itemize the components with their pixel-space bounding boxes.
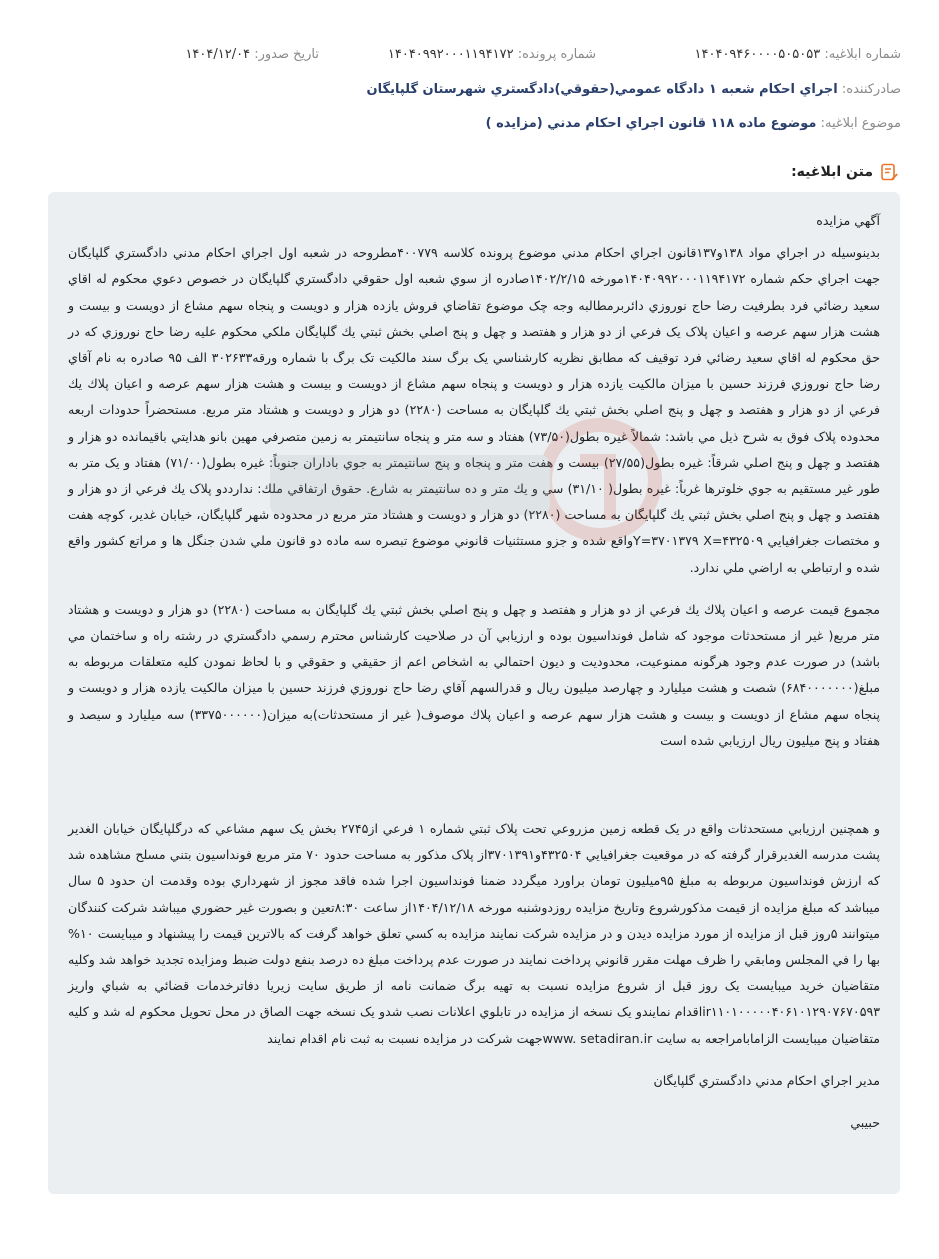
notice-paragraph-3: و همچنين ارزيابي مستحدثات واقع در يک قطعه زمين مزروعي تحت پلاک ثبتي شماره ۱ فرعي از۲۷۴۵ بخش يک سهم مشاعي که درگلپايگان خيابان الغدير پشت مدرسه الغديرقرار گرفته که در موقعيت جغرافيايي ۴۳۲۵۰۴و۳۷۰۱۳۹۱از پلاک مذکور به مساحت حدود ۷۰ متر مربع فونداسيون بتني مسلح مشاهده شد که ارزش فونداسيون مربوطه به مبلغ ۹۵ميليون تومان براورد ميگردد ضمنا فونداسيون اجرا شده فاقد مجوز از شهرداري بوده وقدمت ان حدود ۵ سال ميباشد که مبلغ مزايده از قيمت مذکورشروع وتاريخ مزايده روزدوشنبه مورخه ۱۴۰۴/۱۲/۱۸از ساعت ۸:۳۰تعين و بصورت غير حضوري ميباشد شرکت کنندگان ميتوانند ۵روز قبل از مزايده از مورد مزايده ديدن و در مزايده شرکت نمايند مزايده به کسي تعلق خواهد گرفت که بالاترين قيمت را پيشنهاد و ميبايست ۱۰% بها را في المجلس ومابقي را ظرف مهلت مقرر قانوني پرداخت نمايند در صورت عدم پرداخت مبلغ ده درصد بنفع دولت ضبط ومزايده تجديد خواهد شد وکليه متقاضيان خريد ميبايست يک روز قبل از شروع مزايده نسبت به تهيه برگ ضمانت نامه از طريق سايت زيريا دفاترخدمات قضائي به شباي واريز ir۱۱۰۱۰۰۰۰۰۴۰۶۱۰۱۲۹۰۷۶۷۰۵۹۳اقدام نمايندو يک نسخه از مزايده در تابلوي اعلانات نصب شدو يک نسخه جهت الصاق در محل تحويل محکوم له شد و کليه متقاضيان ميبايست الزامابامراجعه به سايت www. setadiran.irجهت شرکت در مزايده نسبت به ثبت نام اقدام نمايند xyxy=(68,821,881,1046)
case-number: شماره پرونده: ۱۴۰۴۰۹۹۲۰۰۰۱۱۹۴۱۷۲ xyxy=(387,47,596,62)
section-title: متن ابلاغيه: xyxy=(791,162,899,182)
issuer-name: اجراي احکام شعبه ۱ دادگاه عمومي(حقوقي)دادگستري شهرستان گلپايگان xyxy=(366,82,838,97)
signature-title: مدير اجراي احکام مدني دادگستري گلپايگان xyxy=(653,1072,880,1088)
notice-heading: آگهي مزايده xyxy=(816,213,880,228)
notice-subject: موضوع ماده ۱۱۸ قانون اجراي احکام مدني (مزايده ) xyxy=(485,116,817,131)
issuer-row: صادرکننده: اجراي احکام شعبه ۱ دادگاه عمومي(حقوقي)دادگستري شهرستان گلپايگان xyxy=(366,82,901,97)
subject-row: موضوع ابلاغيه: موضوع ماده ۱۱۸ قانون اجراي احکام مدني (مزايده ) xyxy=(485,116,901,131)
issue-date: تاريخ صدور: ۱۴۰۴/۱۲/۰۴ xyxy=(185,47,319,62)
document-edit-icon xyxy=(879,162,899,182)
signature-name: حبيبي xyxy=(850,1115,880,1131)
notice-body xyxy=(48,192,900,1194)
notice-number: شماره ابلاغيه: ۱۴۰۴۰۹۴۶۰۰۰۰۵۰۵۰۵۳ xyxy=(694,47,901,62)
notice-paragraph-1: بدينوسيله در اجراي مواد ۱۳۸و۱۳۷قانون اجراي احکام مدني موضوع پرونده کلاسه ۴۰۰۷۷۹مطروحه در شعبه اول اجراي احکام مدني دادگستري گلپايگان جهت اجراي حکم شماره ۱۴۰۴۰۹۹۲۰۰۰۱۱۹۴۱۷۲مورخه ۱۴۰۲/۲/۱۵صادره از سوي شعبه اول حقوقي دادگستري گلپايگان در خصوص دعوي محکوم له اقاي سعيد رضائي فرد بطرفيت رضا حاج نوروزي دائربرمطالبه وجه چک موضوع تقاضاي فروش يازده هزار و دويست و پنجاه سهم مشاع از دويست و بيست و هشت هزار سهم عرصه و اعيان پلاک يک فرعي از دو هزار و هفتصد و چهل و پنج اصلي بخش ثبتي يك گلپايگان ملکي محکوم عليه رضا حاج نوروزي که در حق محکوم له اقاي سعيد رضائي فرد توقيف که مطابق نظريه کارشناسي يک برگ سند مالکيت تک برگ با شماره ورقه۳۰۲۶۳۳ الف ۹۵ صادره به نام آقاي رضا حاج نوروزي فرزند حسين با ميزان مالكيت يازده هزار و دويست و پنجاه سهم مشاع از دويست و بيست و هشت هزار سهم عرصه و اعيان پلاك يك فرعي از دو هزار و هفتصد و چهل و پنج اصلي بخش ثبتي يك گلپايگان به مساحت (۲۲۸۰) دو هزار و دويست و هشتاد متر مربع. مستحضراً حدودات اربعه محدوده پلاک فوق به شرح ذيل مي باشد: شمالاً غيره بطول(۷۳/۵۰) هفتاد و سه متر و پنجاه سانتيمتر به زمين متصرفي مهين بانو هدايتي باقيمانده دو هزار و هفتصد و چهل و پنج اصلي شرقاً: غيره بطول(۲۷/۵۵) بيست و هفت متر و پنجاه و پنج سانتيمتر به جوي باداران جنوباً: غيره بطول(۷۱/۰۰) هفتاد و يک متر به طور غير مستقيم به جوي خلوترها غرباً: غيره بطول( ۳۱/۱۰) سي و يك متر و ده سانتيمتر به شارع. حقوق ارتفاقي ملك: ندارددو پلاک يك فرعي از دو هزار و هفتصد و چهل و پنج اصلي بخش ثبتي يك گلپايگان به مساحت (۲۲۸۰) دو هزار و دويست و هشتاد متر مربع در محدوده شهر گلپايگان، خيابان غدير، كوچه هفت و مختصات جغرافيايي Y=۳۷۰۱۳۷۹ X=۴۳۲۵۰۹واقع شده و جزو مستثنيات قانوني موضوع تبصره سه ماده دو قانون ملي شدن جنگل ها و مراتع كشور واقع شده و ارتباطي به اراضي ملي ندارد. xyxy=(68,245,881,575)
notice-paragraph-2: مجموع قيمت عرصه و اعيان پلاك يك فرعي از دو هزار و هفتصد و چهل و پنج اصلي بخش ثبتي يك گلپايگان به مساحت (۲۲۸۰) دو هزار و دويست و هشتاد متر مربع( غير از مستحدثات موجود كه شامل فونداسيون بوده و ارزيابي آن در صلاحيت كارشناس محترم رسمي دادگستري در رشته راه و ساختمان مي باشد) در صورت عدم وجود هرگونه ممنوعيت، محدوديت و ديون احتمالي به اشخاص اعم از حقيقي و حقوقي و با لحاظ نمودن كليه متعلقات مربوطه به مبلغ(۶۸۴۰۰۰۰۰۰۰) شصت و هشت ميليارد و چهارصد ميليون ريال و قدرالسهم آقاي رضا حاج نوروزي فرزند حسين با ميزان مالكيت يازده هزار و دويست و پنجاه سهم مشاع از دويست و بيست و هشت هزار سهم عرصه و اعيان پلاك موصوف( غير از مستحدثات)به ميزان(۳۳۷۵۰۰۰۰۰۰) سه ميليارد و سيصد و هفتاد و پنج ميليون ريال ارزيابي شده است xyxy=(68,601,880,748)
